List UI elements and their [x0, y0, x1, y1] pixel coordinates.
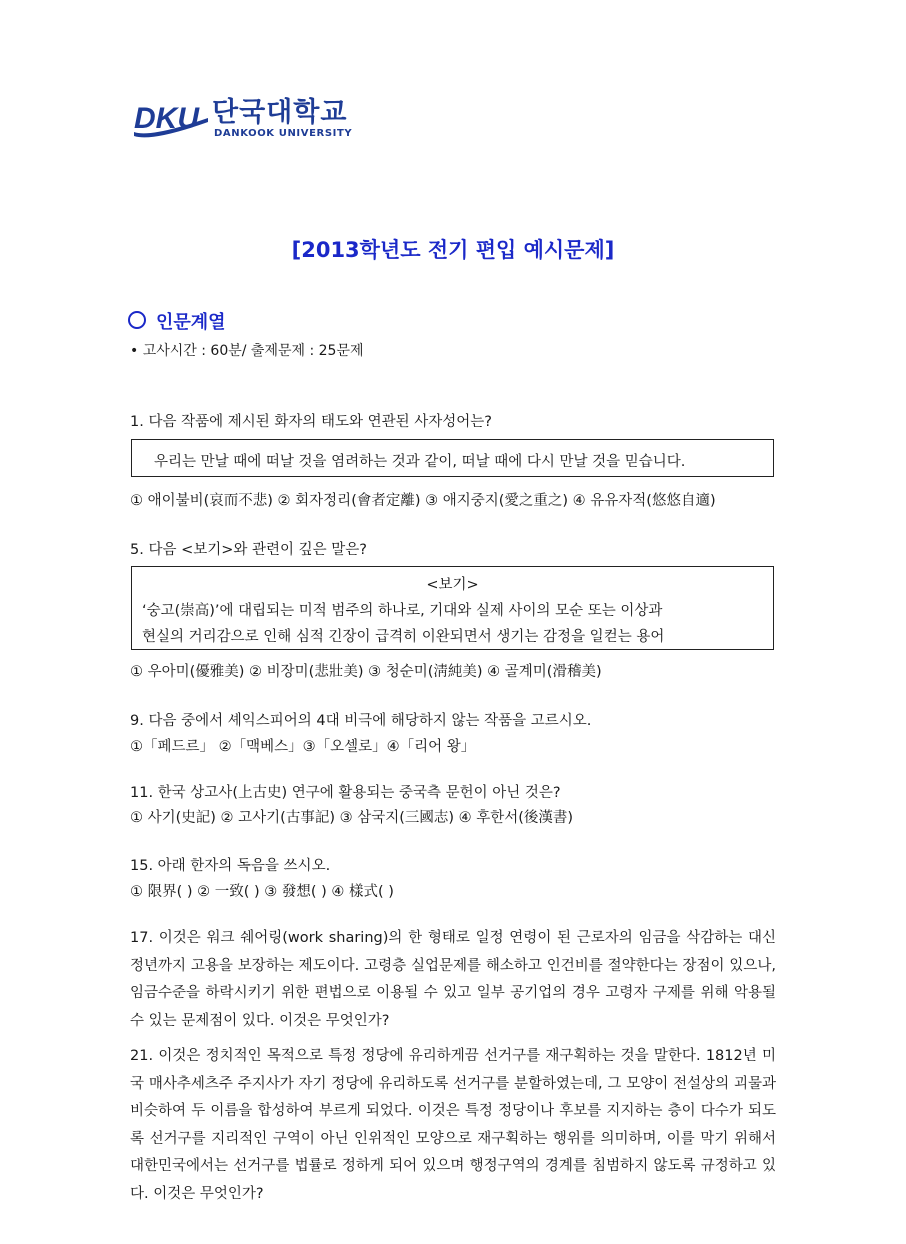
q5-question: 5. 다음 <보기>와 관련이 깊은 말은? — [130, 542, 367, 558]
q11-options: ① 사기(史記) ② 고사기(古事記) ③ 삼국지(三國志) ④ 후한서(後漢書) — [130, 810, 574, 826]
q5-options: ① 우아미(優雅美) ② 비장미(悲壯美) ③ 청순미(淸純美) ④ 골계미(滑稽美) — [130, 664, 602, 680]
q9-question: 9. 다음 중에서 셰익스피어의 4대 비극에 해당하지 않는 작품을 고르시오. — [130, 713, 592, 729]
dku-logo-mark — [130, 98, 210, 140]
section-heading-label: 인문계열 — [156, 312, 226, 333]
q15-question: 15. 아래 한자의 독음을 쓰시오. — [130, 858, 331, 874]
q5-example-box — [131, 566, 774, 650]
q21-question: 21. 이것은 정치적인 목적으로 특정 정당에 유리하게끔 선거구를 재구획하는 것을 말한다. 1812년 미국 매사추세츠주 주지사가 자기 정당에 유리하도록 선거구를 분할하였는데, 그 모양이 전설상의 괴물과 비슷하여 두 이름을 합성하여 부르게 되었다. 이것은 특정 정당이나 후보를 지지하는 층이 다수가 되도록 선거구를 지리적인 구역이 아닌 인위적인 모양으로 재구획하는 행위를 의미하며, 이를 막기 위해서 대한민국에서는 선거구를 법률로 정하게 되어 있으며 행정구역의 경계를 침범하지 않도록 규정하고 있다. 이것은 무엇인가? — [130, 1048, 776, 1202]
circle-bullet-icon — [128, 311, 146, 329]
q5-example-line2: 현실의 거리감으로 인해 심적 긴장이 급격히 이완되면서 생기는 감정을 일컫는 용어 — [142, 629, 665, 645]
q1-question: 1. 다음 작품에 제시된 화자의 태도와 연관된 사자성어는? — [130, 414, 492, 430]
page-title: [2013학년도 전기 편입 예시문제] — [291, 238, 615, 262]
university-logo — [130, 98, 360, 140]
logo-mark-text: DKU — [134, 102, 199, 135]
q5-example-header: <보기> — [426, 577, 479, 593]
q11-question: 11. 한국 상고사(上古史) 연구에 활용되는 중국측 문헌이 아닌 것은? — [130, 785, 561, 801]
q9-options: ①「페드르」 ②「맥베스」③「오셀로」④「리어 왕」 — [130, 739, 476, 755]
q5-example-line1: ‘숭고(崇高)’에 대립되는 미적 범주의 하나로, 기대와 실제 사이의 모순 또는 이상과 — [142, 603, 663, 619]
q17-question: 17. 이것은 워크 쉐어링(work sharing)의 한 형태로 일정 연령이 된 근로자의 임금을 삭감하는 대신 정년까지 고용을 보장하는 제도이다. 고령층 실업문제를 해소하고 인건비를 절약한다는 장점이 있으나, 임금수준을 하락시키기 위한 편법으로 이용될 수 있고 일부 공기업의 경우 고령자 구제를 위해 악용될 수 있는 문제점이 있다. 이것은 무엇인가? — [130, 930, 776, 1029]
logo-korean-name: 단국대학교 — [212, 97, 348, 128]
q15-options: ① 限界( ) ② 一致( ) ③ 發想( ) ④ 樣式( ) — [130, 884, 394, 900]
exam-info: • 고사시간 : 60분/ 출제문제 : 25문제 — [130, 343, 364, 359]
q1-passage-box — [131, 439, 774, 477]
logo-english-name: DANKOOK UNIVERSITY — [214, 128, 353, 139]
q1-options: ① 애이불비(哀而不悲) ② 회자정리(會者定離) ③ 애지중지(愛之重之) ④ 유유자적(悠悠自適) — [130, 493, 716, 509]
section-heading — [128, 308, 226, 334]
q1-passage-text: 우리는 만날 때에 떠날 것을 염려하는 것과 같이, 떠날 때에 다시 만날 것을 믿습니다. — [154, 454, 686, 470]
